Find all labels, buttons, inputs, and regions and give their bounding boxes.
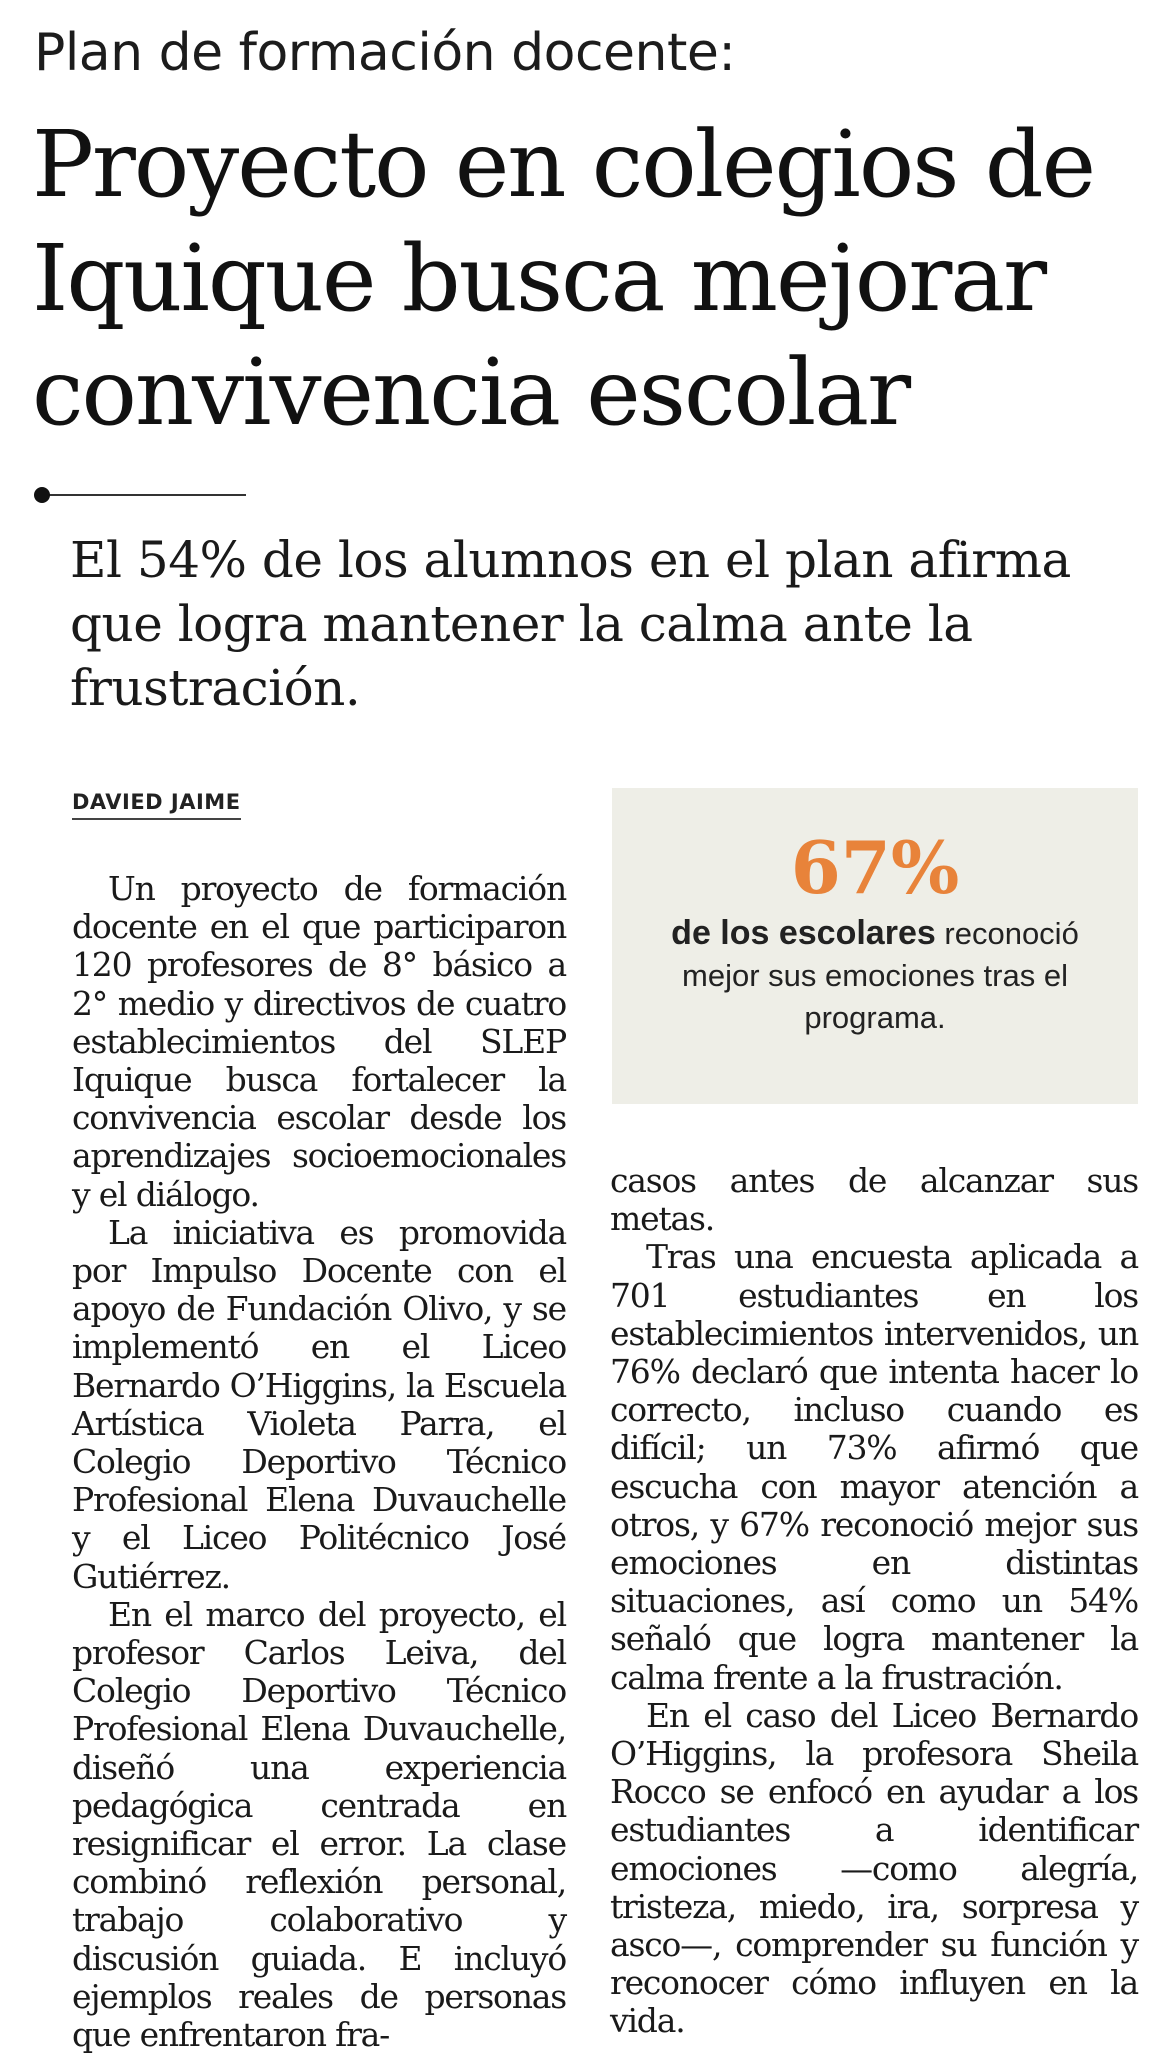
stat-text-bold: de los escolares [671, 914, 936, 952]
article-kicker: Plan de formación docente: [34, 23, 736, 83]
byline: DAVIED JAIME [72, 790, 241, 820]
stat-text-rest: reconoció mejor sus emociones tras el programa. [682, 916, 1079, 1035]
article-deck: El 54% de los alumnos en el plan afirma que logra mantener la calma ante la frustración. [70, 531, 1071, 717]
paragraph: casos antes de alcanzar sus metas. [610, 1161, 1138, 1239]
paragraph: En el caso del Liceo Bernardo O’Higgins, la profesora Sheila Rocco se enfocó en ayudar a los estudiantes a identificar emociones —como alegría, tristeza, miedo, ira, sorpresa y asco—, comprender su función y reconocer cómo influyen en la vida. [610, 1695, 1138, 2041]
left-column [72, 870, 566, 2054]
right-column [610, 1162, 1138, 2041]
paragraph: Un proyecto de formación docente en el que participaron 120 profesores de 8° básico a 2° medio y directivos de cuatro establecimientos del SLEP Iquique busca fortalecer la convivencia escolar desde los aprendizajes socioemocionales y el diálogo. [72, 869, 566, 1214]
stat-value: 67% [790, 825, 960, 910]
paragraph: En el marco del proyecto, el profesor Carlos Leiva, del Colegio Deportivo Técnico Profesional Elena Duvauchelle, diseñó una experiencia pedagógica centrada en resignificar el error. La clase combinó reflexión personal, trabajo colaborativo y discusión guiada. E incluyó ejemplos reales de personas que enfrentaron fra- [72, 1594, 566, 2054]
paragraph: La iniciativa es promovida por Impulso Docente con el apoyo de Fundación Olivo, y se implementó en el Liceo Bernardo O’Higgins, la Escuela Artística Violeta Parra, el Colegio Deportivo Técnico Profesional Elena Duvauchelle y el Liceo Politécnico José Gutiérrez. [72, 1212, 566, 1596]
stat-description [632, 912, 1118, 1039]
paragraph: Tras una encuesta aplicada a 701 estudiantes en los establecimientos intervenidos, un 76% declaró que intenta hacer lo correcto, incluso cuando es difícil; un 73% afirmó que escucha con mayor atención a otros, y 67% reconoció mejor sus emociones en distintas situaciones, así como un 54% señaló que logra mantener la calma frente a la frustración. [610, 1237, 1138, 1697]
divider-line [36, 494, 246, 496]
divider-dot [34, 487, 50, 503]
stat-callout [612, 788, 1138, 1104]
article-headline: Proyecto en colegios de Iquique busca mejorar convivencia escolar [32, 111, 1095, 446]
